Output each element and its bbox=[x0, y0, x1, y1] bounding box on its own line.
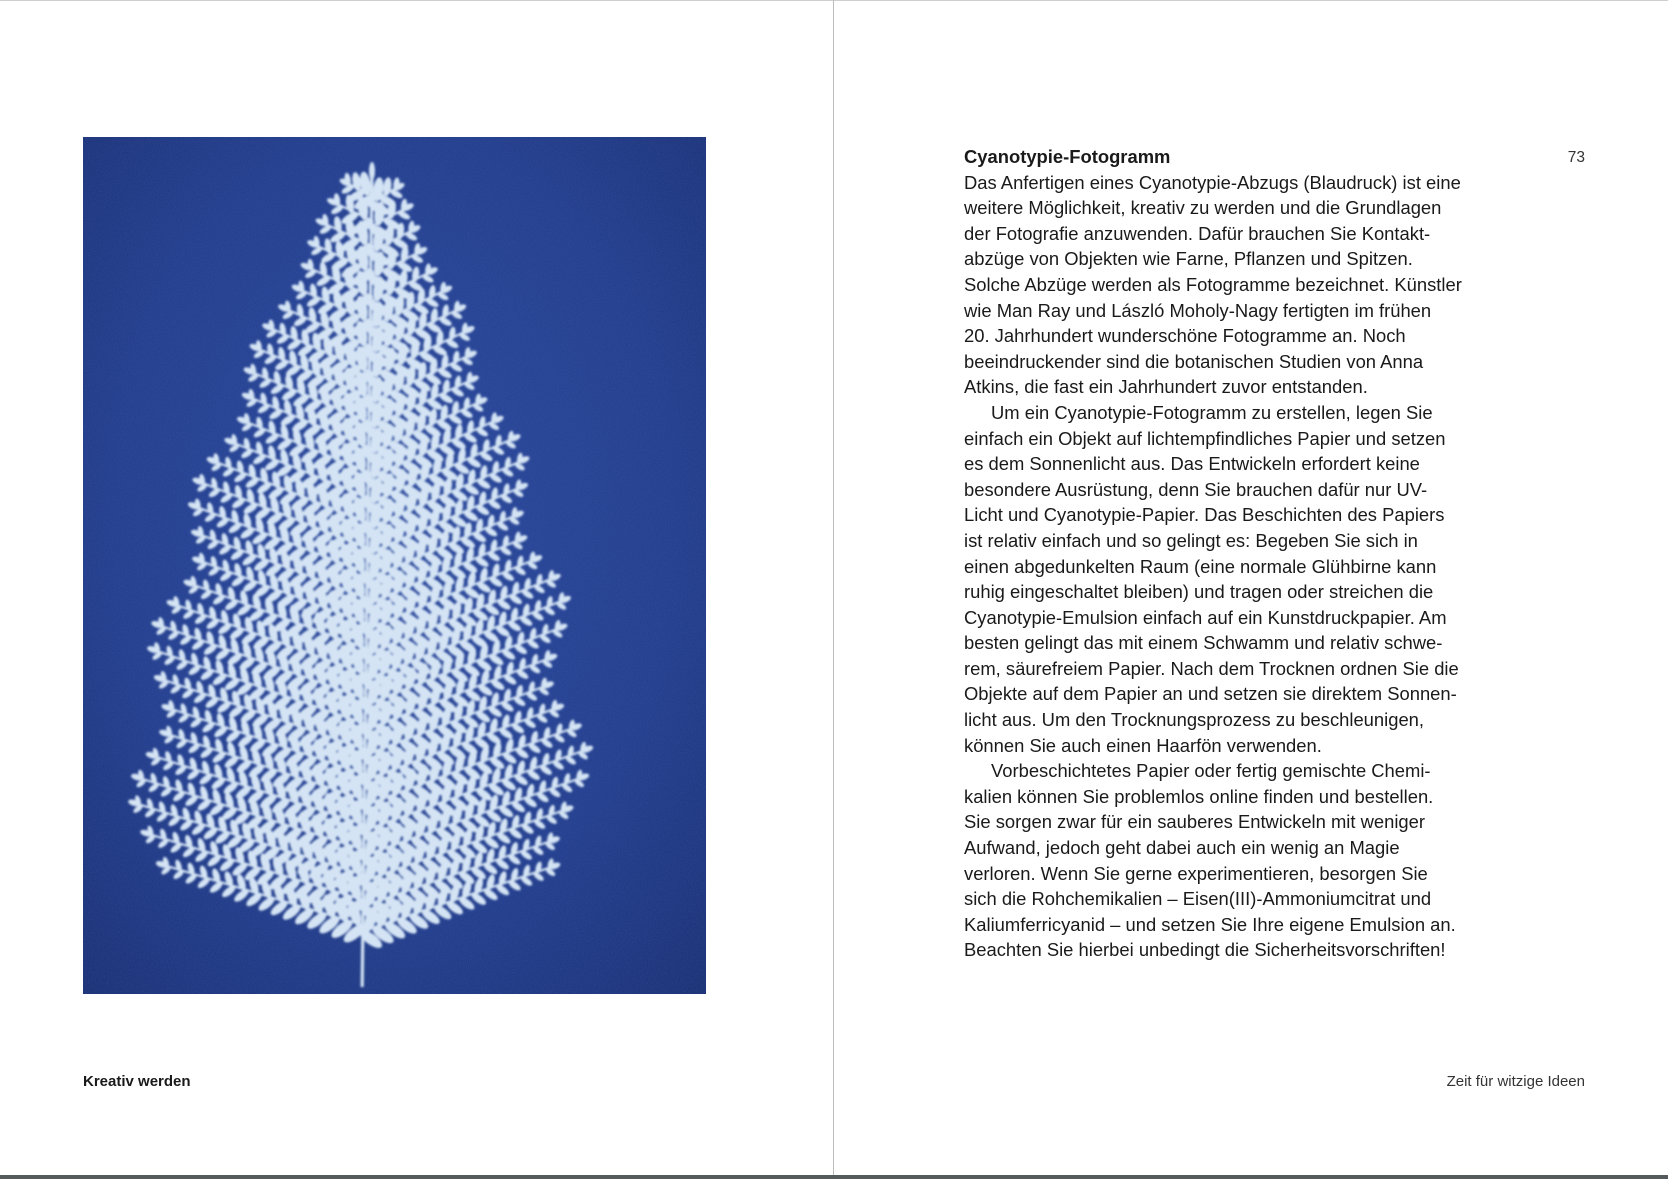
page-gutter bbox=[833, 0, 834, 1179]
page-number: 73 bbox=[1567, 149, 1585, 166]
text-line: Beachten Sie hierbei unbedingt die Sicherheitsvorschriften! bbox=[964, 939, 1446, 961]
text-line: sich die Rohchemikalien – Eisen(III)-Ammoniumcitrat und bbox=[964, 888, 1432, 910]
article-title: Cyanotypie-Fotogramm bbox=[964, 146, 1171, 167]
running-head-right: Zeit für witzige Ideen bbox=[1446, 1073, 1585, 1090]
text-line: einen abgedunkelten Raum (eine normale Glühbirne kann bbox=[964, 555, 1437, 577]
text-line: Cyanotypie-Emulsion einfach auf ein Kunstdruckpapier. Am bbox=[964, 606, 1447, 628]
text-line: beeindruckender sind die botanischen Studien von Anna bbox=[964, 350, 1424, 372]
paragraph bbox=[964, 400, 1484, 758]
text-line: Atkins, die fast ein Jahrhundert zuvor entstanden. bbox=[964, 376, 1368, 398]
paragraph bbox=[964, 170, 1484, 400]
text-line: 20. Jahrhundert wunderschöne Fotogramme an. Noch bbox=[964, 325, 1406, 347]
top-edge bbox=[0, 0, 1668, 1]
text-line: weitere Möglichkeit, kreativ zu werden und die Grundlagen bbox=[964, 197, 1442, 219]
text-line: Licht und Cyanotypie-Papier. Das Beschichten des Papiers bbox=[964, 504, 1445, 526]
text-line: Solche Abzüge werden als Fotogramme bezeichnet. Künstler bbox=[964, 273, 1462, 295]
article-body bbox=[964, 170, 1484, 963]
running-head-left: Kreativ werden bbox=[83, 1073, 191, 1090]
text-line: ruhig eingeschaltet bleiben) und tragen oder streichen die bbox=[964, 581, 1434, 603]
text-line: besondere Ausrüstung, denn Sie brauchen dafür nur UV- bbox=[964, 478, 1428, 500]
text-line: einfach ein Objekt auf lichtempfindliches Papier und setzen bbox=[964, 427, 1446, 449]
text-line: Um ein Cyanotypie-Fotogramm zu erstellen, legen Sie bbox=[991, 401, 1433, 423]
text-line: Aufwand, jedoch geht dabei auch ein wenig an Magie bbox=[964, 837, 1400, 859]
text-line: Objekte auf dem Papier an und setzen sie direktem Sonnen- bbox=[964, 683, 1457, 705]
text-line: können Sie auch einen Haarfön verwenden. bbox=[964, 734, 1322, 756]
text-line: licht aus. Um den Trocknungsprozess zu beschleunigen, bbox=[964, 709, 1425, 731]
fern-cyanotype-image bbox=[83, 137, 706, 994]
text-line: abzüge von Objekten wie Farne, Pflanzen und Spitzen. bbox=[964, 248, 1413, 270]
bottom-edge bbox=[0, 1175, 1668, 1179]
text-line: der Fotografie anzuwenden. Dafür brauchen Sie Kontakt- bbox=[964, 222, 1431, 244]
text-line: ist relativ einfach und so gelingt es: Begeben Sie sich in bbox=[964, 529, 1418, 551]
text-line: Kaliumferricyanid – und setzen Sie Ihre eigene Emulsion an. bbox=[964, 913, 1456, 935]
text-line: es dem Sonnenlicht aus. Das Entwickeln erfordert keine bbox=[964, 453, 1420, 475]
text-line: besten gelingt das mit einem Schwamm und relativ schwe- bbox=[964, 632, 1443, 654]
text-line: kalien können Sie problemlos online finden und bestellen. bbox=[964, 785, 1434, 807]
text-line: Das Anfertigen eines Cyanotypie-Abzugs (Blaudruck) ist eine bbox=[964, 171, 1461, 193]
text-line: Vorbeschichtetes Papier oder fertig gemischte Chemi- bbox=[991, 760, 1431, 782]
article bbox=[964, 144, 1484, 963]
paragraph bbox=[964, 758, 1484, 963]
text-line: rem, säurefreiem Papier. Nach dem Trocknen ordnen Sie die bbox=[964, 657, 1459, 679]
text-line: wie Man Ray und László Moholy-Nagy fertigten im frühen bbox=[964, 299, 1432, 321]
text-line: Sie sorgen zwar für ein sauberes Entwickeln mit weniger bbox=[964, 811, 1425, 833]
text-line: verloren. Wenn Sie gerne experimentieren, besorgen Sie bbox=[964, 862, 1428, 884]
